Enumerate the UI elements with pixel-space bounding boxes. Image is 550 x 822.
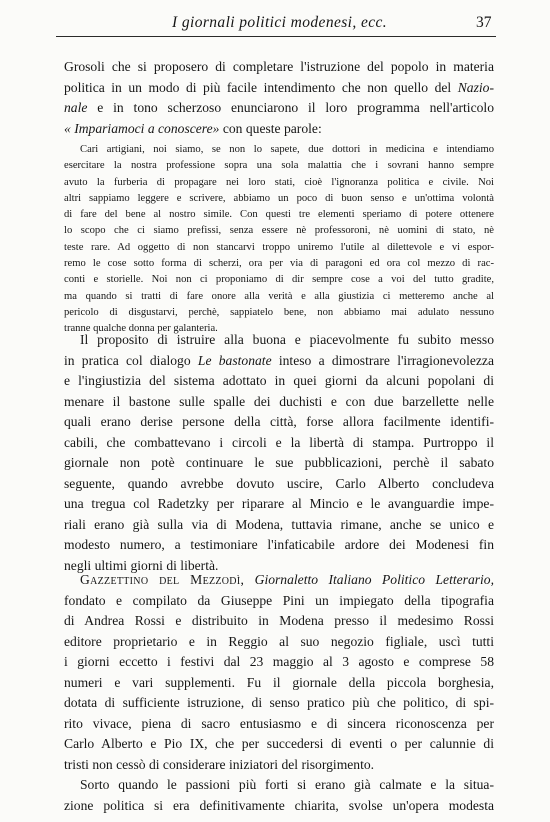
quote-line: tranne qualche donna per galanteria. xyxy=(64,323,218,335)
paragraph-gazzettino xyxy=(64,570,494,816)
text-line xyxy=(64,119,494,140)
text-line: Carlo Alberto e Pio IX, che per succedersi di eventi o per calunnie di xyxy=(64,736,494,751)
quote-line: di fare del bene al nostro simile. Con questi tre elementi speriamo di potere ottenere xyxy=(64,209,494,221)
paragraph-intro xyxy=(64,57,494,139)
text-line xyxy=(64,570,494,591)
quote-line: esercitare la nostra professione sopra una sola malattia che i sovrani hanno sempre xyxy=(64,160,494,172)
quote-line: pericolo di disgustarvi, perchè, sappiatelo bene, non abbiamo mai adulato nessuno xyxy=(64,306,494,318)
text-line: modesto numero, a testimoniare l'infaticabile ardore dei Modenesi fin xyxy=(64,537,494,552)
text-line: Grosoli che si proposero di completare l'istruzione del popolo in materia xyxy=(64,59,494,74)
text-line-part: in pratica col dialogo xyxy=(64,352,191,368)
text-line: quali erano derise persone della città, forse allora facilmente identifi- xyxy=(64,414,494,429)
text-line: Il proposito di istruire alla buona e piacevolmente fu subito messo xyxy=(80,332,494,347)
quote-line: altri sappiamo leggere e scrivere, abbiamo un poco di buon senso e un'ottima volontà xyxy=(64,192,494,204)
italic-article-title: « Impariamoci a conoscere» xyxy=(64,120,220,136)
text-line: zione politica si era definitivamente chiarita, svolse un'opera modesta xyxy=(64,797,494,813)
text-line: negli ultimi giorni di libertà. xyxy=(64,557,219,573)
text-line xyxy=(64,98,494,119)
text-line: e l'ingiustizia del sistema adottato in quei giorni da alcuni popolani di xyxy=(64,373,494,388)
page-number: 37 xyxy=(476,14,492,31)
text-line: editore proprietario e in Reggio al suo negozio figliale, uscì tutti xyxy=(64,633,494,649)
text-line: seguente, quando avrebbe dovuto uscire, Carlo Alberto concludeva xyxy=(64,475,494,491)
italic-title-bastonate: Le bastonate xyxy=(197,352,272,368)
block-quote xyxy=(64,142,494,338)
text-line-part: con queste parole: xyxy=(222,120,322,136)
text-line: giornale non potè continuare le sue pubblicazioni, perchè il sabato xyxy=(64,455,494,470)
quote-line: remo le cose sotto forma di scherzi, ora per via di paragoni ed ora col mezzo di rac- xyxy=(64,258,494,270)
text-line xyxy=(64,78,494,99)
text-line xyxy=(64,351,494,372)
text-line: tristi non cessò di considerare iniziatori del risorgimento. xyxy=(64,756,375,772)
running-title: I giornali politici modenesi, ecc. xyxy=(172,14,388,31)
header-rule xyxy=(56,36,496,37)
text-line-part: inteso a dimostrare l'irragionevolezza xyxy=(278,352,494,368)
text-line-part: politica in un modo di più facile intendimento che non quello del xyxy=(64,79,452,95)
text-line: numeri e vari supplementi. Fu il giornale della piccola borghesia, xyxy=(64,674,494,690)
text-line: riali erano già sulla via di Modena, tuttavia rimane, anche se unico e xyxy=(64,516,494,532)
text-line: una tregua col Radetzky per riparare al Mincio e le avanguardie impe- xyxy=(64,496,494,511)
text-line: dotata di sufficiente istruzione, di senso pratico più che politico, di spi- xyxy=(64,695,494,710)
italic-title-nazionale: nale xyxy=(64,100,88,115)
text-line: Sorto quando le passioni più forti si erano già calmate e la situa- xyxy=(80,777,494,792)
quote-line: Cari artigiani, noi siamo, se non lo sapete, due dottori in medicina e intendiamo xyxy=(80,144,494,155)
quote-line: conti e storielle. Noi non ci proponiamo di dir sempre cose a voi del tutto gradite, xyxy=(64,274,494,286)
quote-line: lo scopo che ci siamo prefissi, senza essere nè professoroni, nè uomini di stato, nè xyxy=(64,225,494,237)
paragraph-bastonate xyxy=(64,330,494,576)
text-line-part: e in tono scherzoso enunciarono il loro programma nell'articolo xyxy=(97,100,494,115)
text-line: i giorni eccetto i festivi dal 23 maggio al 3 agosto e comprese 58 xyxy=(64,654,494,669)
newspaper-name: Gazzettino del Mezzodì, xyxy=(80,572,245,587)
text-line: cabili, che combattevano i circoli e la libertà di stampa. Purtroppo il xyxy=(64,434,494,450)
running-header xyxy=(0,14,550,36)
quote-line: avuto la furberia di propagare nei loro stati, cioè l'ignoranza politica e civile. Noi xyxy=(64,176,494,188)
quote-line: ma quando si tratti di fare onore alla verità e alla giustizia ci metteremo anche al xyxy=(64,290,494,302)
italic-title-nazionale: Nazio- xyxy=(457,79,494,95)
newspaper-subtitle: Giornaletto Italiano Politico Letterario, xyxy=(254,572,494,587)
text-line: di Andrea Rossi e distribuito in Modena presso il medesimo Rossi xyxy=(64,613,494,628)
quote-line: teste rare. Ad oggetto di non stancarvi troppo uniremo l'utile al dilettevole e vi espor- xyxy=(64,241,494,253)
text-line: rito vivace, piena di sacro entusiasmo e di sincera riconoscenza per xyxy=(64,715,494,731)
text-line: fondato e compilato da Giuseppe Pini un impiegato della tipografia xyxy=(64,592,494,608)
text-line: menare il bastone sulle spalle dei duchisti e con due barzellette nelle xyxy=(64,393,494,409)
